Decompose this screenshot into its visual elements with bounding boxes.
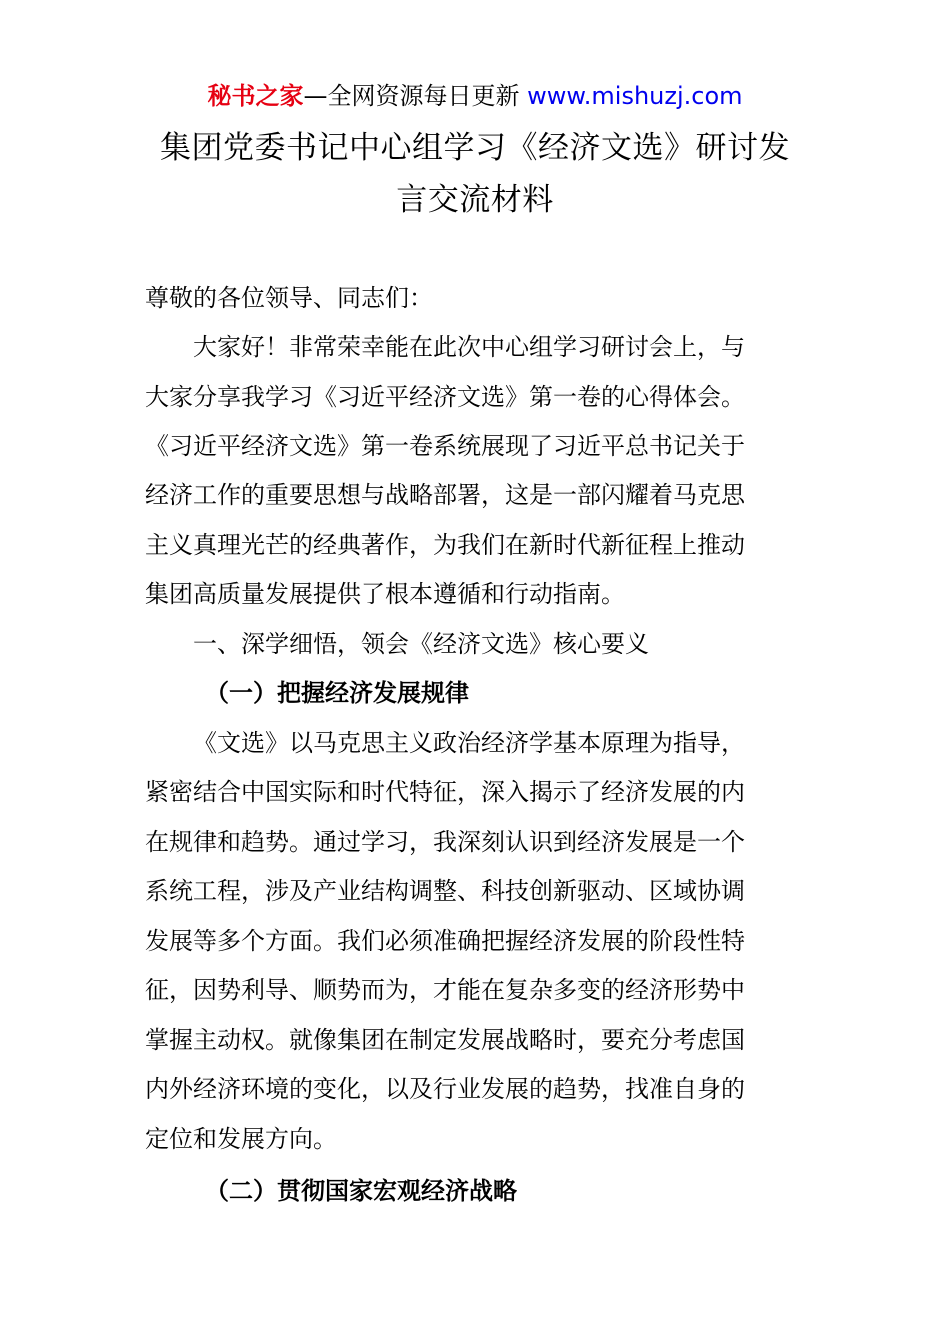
paragraph-line: 系统工程，涉及产业结构调整、科技创新驱动、区域协调: [145, 877, 745, 905]
site-banner: [0, 80, 950, 112]
paragraph-line: 定位和发展方向。: [145, 1125, 337, 1153]
salutation: 尊敬的各位领导、同志们：: [145, 284, 433, 312]
paragraph-line: 掌握主动权。就像集团在制定发展战略时，要充分考虑国: [145, 1026, 745, 1054]
site-tagline: —全网资源每日更新: [303, 82, 528, 110]
paragraph-line: 在规律和趋势。通过学习，我深刻认识到经济发展是一个: [145, 828, 745, 856]
section-heading: 一、深学细悟，领会《经济文选》核心要义: [193, 630, 649, 658]
document-title-line-1: 集团党委书记中心组学习《经济文选》研讨发: [160, 130, 790, 166]
paragraph-line: 《文选》以马克思主义政治经济学基本原理为指导，: [193, 729, 745, 757]
subsection-heading: （二）贯彻国家宏观经济战略: [205, 1177, 517, 1205]
paragraph-line: 经济工作的重要思想与战略部署，这是一部闪耀着马克思: [145, 481, 745, 509]
paragraph-line: 集团高质量发展提供了根本遵循和行动指南。: [145, 580, 625, 608]
paragraph-line: 发展等多个方面。我们必须准确把握经济发展的阶段性特: [145, 927, 745, 955]
site-brand: 秘书之家: [207, 82, 304, 110]
paragraph-line: 大家分享我学习《习近平经济文选》第一卷的心得体会。: [145, 383, 745, 411]
paragraph-line: 紧密结合中国实际和时代特征，深入揭示了经济发展的内: [145, 778, 745, 806]
paragraph-line: 大家好！非常荣幸能在此次中心组学习研讨会上，与: [193, 333, 745, 361]
site-url-link[interactable]: www.mishuzj.com: [527, 82, 743, 110]
paragraph-line: 主义真理光芒的经典著作，为我们在新时代新征程上推动: [145, 531, 745, 559]
paragraph-line: 征，因势利导、顺势而为，才能在复杂多变的经济形势中: [145, 976, 745, 1004]
paragraph-line: 内外经济环境的变化，以及行业发展的趋势，找准自身的: [145, 1075, 745, 1103]
document-title-line-2: 言交流材料: [396, 182, 554, 218]
paragraph-line: 《习近平经济文选》第一卷系统展现了习近平总书记关于: [145, 432, 745, 460]
subsection-heading: （一）把握经济发展规律: [205, 679, 469, 707]
